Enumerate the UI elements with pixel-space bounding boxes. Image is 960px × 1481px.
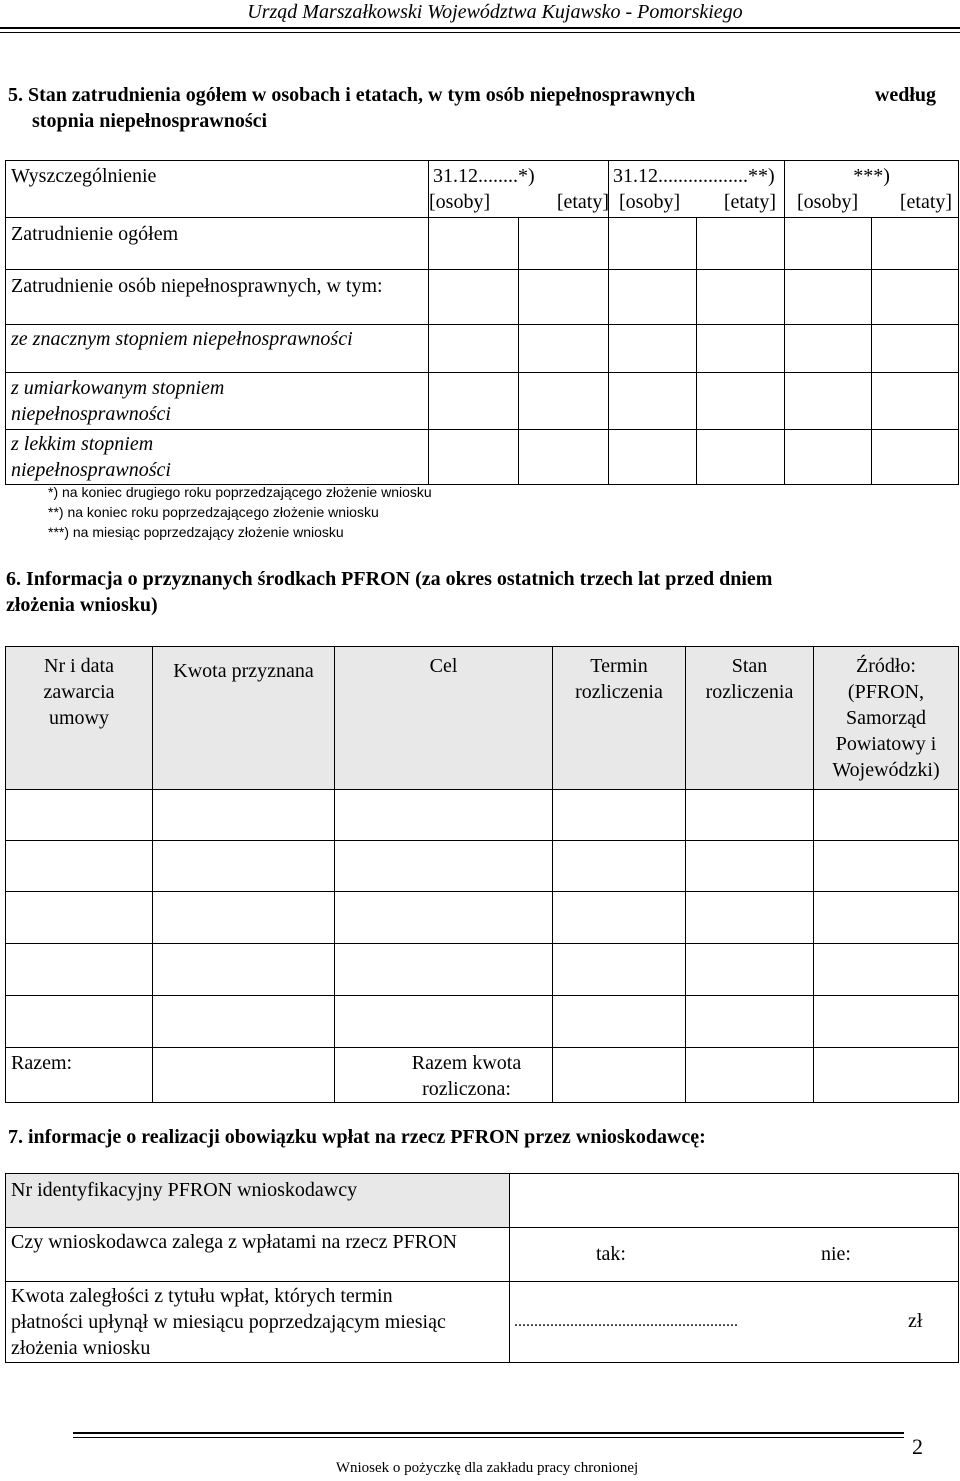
arrears-no-option[interactable]: nie:	[821, 1243, 851, 1265]
cell[interactable]	[686, 892, 814, 944]
unit-label: [osoby]	[797, 191, 859, 213]
cell[interactable]	[609, 218, 697, 270]
cell[interactable]	[6, 996, 153, 1048]
cell[interactable]	[814, 996, 959, 1048]
row-label-total: Zatrudnienie ogółem	[11, 223, 179, 245]
unit-label: [osoby]	[619, 191, 681, 213]
section6-title	[6, 566, 946, 618]
total-amount-cell[interactable]	[153, 1048, 335, 1103]
cell[interactable]	[814, 841, 959, 892]
cell[interactable]	[335, 944, 553, 996]
cell[interactable]	[429, 373, 519, 430]
cell[interactable]	[686, 996, 814, 1048]
date1-header	[429, 161, 609, 218]
cell[interactable]	[872, 430, 959, 485]
unit-label: [osoby]	[429, 191, 491, 213]
date2-header	[609, 161, 785, 218]
cell[interactable]	[6, 944, 153, 996]
footnote: *) na koniec drugiego roku poprzedzającego złożenie wniosku	[48, 484, 432, 500]
cell[interactable]	[153, 996, 335, 1048]
arrears-amount-label: Kwota zaległości z tytułu wpłat, których termin płatności upłynął w miesiącu poprzedzającym miesiąc złożenia wniosku	[11, 1285, 446, 1359]
cell[interactable]	[785, 373, 872, 430]
cell[interactable]	[553, 841, 686, 892]
cell[interactable]	[686, 841, 814, 892]
cell[interactable]	[814, 892, 959, 944]
cell[interactable]	[814, 790, 959, 841]
footnote: ***) na miesiąc poprzedzający złożenie wniosku	[48, 524, 344, 540]
cell[interactable]	[697, 325, 785, 373]
cell[interactable]	[429, 270, 519, 325]
cell[interactable]	[153, 790, 335, 841]
cell[interactable]	[609, 373, 697, 430]
header-rule	[0, 27, 960, 29]
arrears-amount-value: ........................................................	[514, 1313, 738, 1330]
cell[interactable]	[553, 790, 686, 841]
arrears-question-label: Czy wnioskodawca zalega z wpłatami na rzecz PFRON	[11, 1231, 457, 1253]
footer-rule-thin	[73, 1437, 904, 1438]
header-amount: Kwota przyznana	[173, 660, 314, 682]
row-label-disabled: Zatrudnienie osób niepełnosprawnych, w tym:	[11, 275, 383, 297]
cell[interactable]	[335, 996, 553, 1048]
cell[interactable]	[553, 996, 686, 1048]
page-header-title: Urząd Marszałkowski Województwa Kujawsko - Pomorskiego	[247, 1, 743, 23]
section5-title-main: 5. Stan zatrudnienia ogółem w osobach i etatach, w tym osób niepełnosprawnych	[8, 84, 696, 106]
date1-label: 31.12........*)	[433, 165, 535, 187]
cell[interactable]	[6, 790, 153, 841]
header-status: Stan rozliczenia	[705, 655, 794, 703]
section7-title: 7. informacje o realizacji obowiązku wpłat na rzecz PFRON przez wnioskodawcę:	[8, 1126, 706, 1148]
footnote: **) na koniec roku poprzedzającego złożenie wniosku	[48, 504, 379, 520]
cell[interactable]	[6, 841, 153, 892]
col-header-description	[6, 161, 429, 218]
cell[interactable]	[335, 892, 553, 944]
cell[interactable]	[785, 270, 872, 325]
cell[interactable]	[814, 1048, 959, 1103]
cell[interactable]	[697, 218, 785, 270]
footer-caption: Wniosek o pożyczkę dla zakładu pracy chronionej	[335, 1460, 639, 1476]
cell[interactable]	[335, 841, 553, 892]
unit-label: [etaty]	[899, 191, 953, 213]
footnotes	[48, 482, 432, 542]
cell[interactable]	[686, 790, 814, 841]
cell[interactable]	[697, 430, 785, 485]
cell[interactable]	[553, 1048, 686, 1103]
cell[interactable]	[153, 944, 335, 996]
section5-title-line2: stopnia niepełnosprawności	[32, 110, 268, 132]
unit-label: [etaty]	[723, 191, 777, 213]
header-contract: Nr i data zawarcia umowy	[43, 655, 115, 729]
header-purpose: Cel	[429, 655, 458, 677]
row-label-severe: ze znacznym stopniem niepełnosprawności	[11, 328, 353, 350]
section5-title-right: według	[874, 84, 936, 106]
cell[interactable]	[153, 841, 335, 892]
date3-label: ***)	[853, 165, 890, 187]
header-rule-thin	[0, 32, 960, 33]
employment-table	[5, 160, 959, 485]
pfron-table	[5, 1173, 959, 1363]
footer-rule	[73, 1432, 904, 1434]
cell[interactable]	[872, 218, 959, 270]
page-number: 2	[912, 1434, 923, 1459]
cell[interactable]	[519, 373, 609, 430]
arrears-yes-option[interactable]: tak:	[596, 1243, 626, 1265]
funds-table	[5, 646, 959, 1103]
cell[interactable]	[697, 270, 785, 325]
date3-header	[785, 161, 959, 218]
arrears-amount-field[interactable]	[510, 1282, 959, 1363]
cell[interactable]	[697, 373, 785, 430]
cell[interactable]	[519, 270, 609, 325]
header-deadline: Termin rozliczenia	[575, 655, 663, 703]
cell[interactable]	[609, 325, 697, 373]
cell[interactable]	[553, 892, 686, 944]
cell[interactable]	[519, 325, 609, 373]
total-label: Razem:	[11, 1052, 73, 1074]
row-label-light: z lekkim stopniem niepełnosprawności	[11, 433, 171, 481]
cell[interactable]	[785, 218, 872, 270]
total-settled-label: Razem kwota rozliczona:	[411, 1052, 522, 1100]
currency-unit: zł	[908, 1310, 923, 1332]
section6-title-line1: 6. Informacja o przyznanych środkach PFRON (za okres ostatnich trzech lat przed dniem	[6, 568, 773, 590]
cell[interactable]	[872, 325, 959, 373]
cell[interactable]	[335, 790, 553, 841]
cell[interactable]	[519, 218, 609, 270]
row-label-moderate: z umiarkowanym stopniem niepełnosprawności	[11, 377, 225, 425]
pfron-id-label: Nr identyfikacyjny PFRON wnioskodawcy	[11, 1179, 358, 1201]
cell[interactable]	[609, 270, 697, 325]
cell[interactable]	[686, 1048, 814, 1103]
cell[interactable]	[609, 430, 697, 485]
unit-label: [etaty]	[556, 191, 609, 213]
section5-title	[8, 82, 936, 134]
cell[interactable]	[6, 892, 153, 944]
cell[interactable]	[785, 430, 872, 485]
cell[interactable]	[872, 373, 959, 430]
section6-title-line2: złożenia wniosku)	[6, 594, 158, 616]
cell[interactable]	[686, 944, 814, 996]
header-source: Źródło: (PFRON, Samorząd Powiatowy i Wojewódzki)	[832, 655, 940, 781]
col-header-text: Wyszczególnienie	[11, 165, 157, 187]
cell[interactable]	[153, 892, 335, 944]
cell[interactable]	[429, 218, 519, 270]
cell[interactable]	[553, 944, 686, 996]
pfron-id-field[interactable]	[510, 1174, 959, 1228]
cell[interactable]	[785, 325, 872, 373]
date2-label: 31.12..................**)	[613, 165, 775, 187]
cell[interactable]	[429, 325, 519, 373]
cell[interactable]	[519, 430, 609, 485]
cell[interactable]	[429, 430, 519, 485]
cell[interactable]	[872, 270, 959, 325]
cell[interactable]	[814, 944, 959, 996]
